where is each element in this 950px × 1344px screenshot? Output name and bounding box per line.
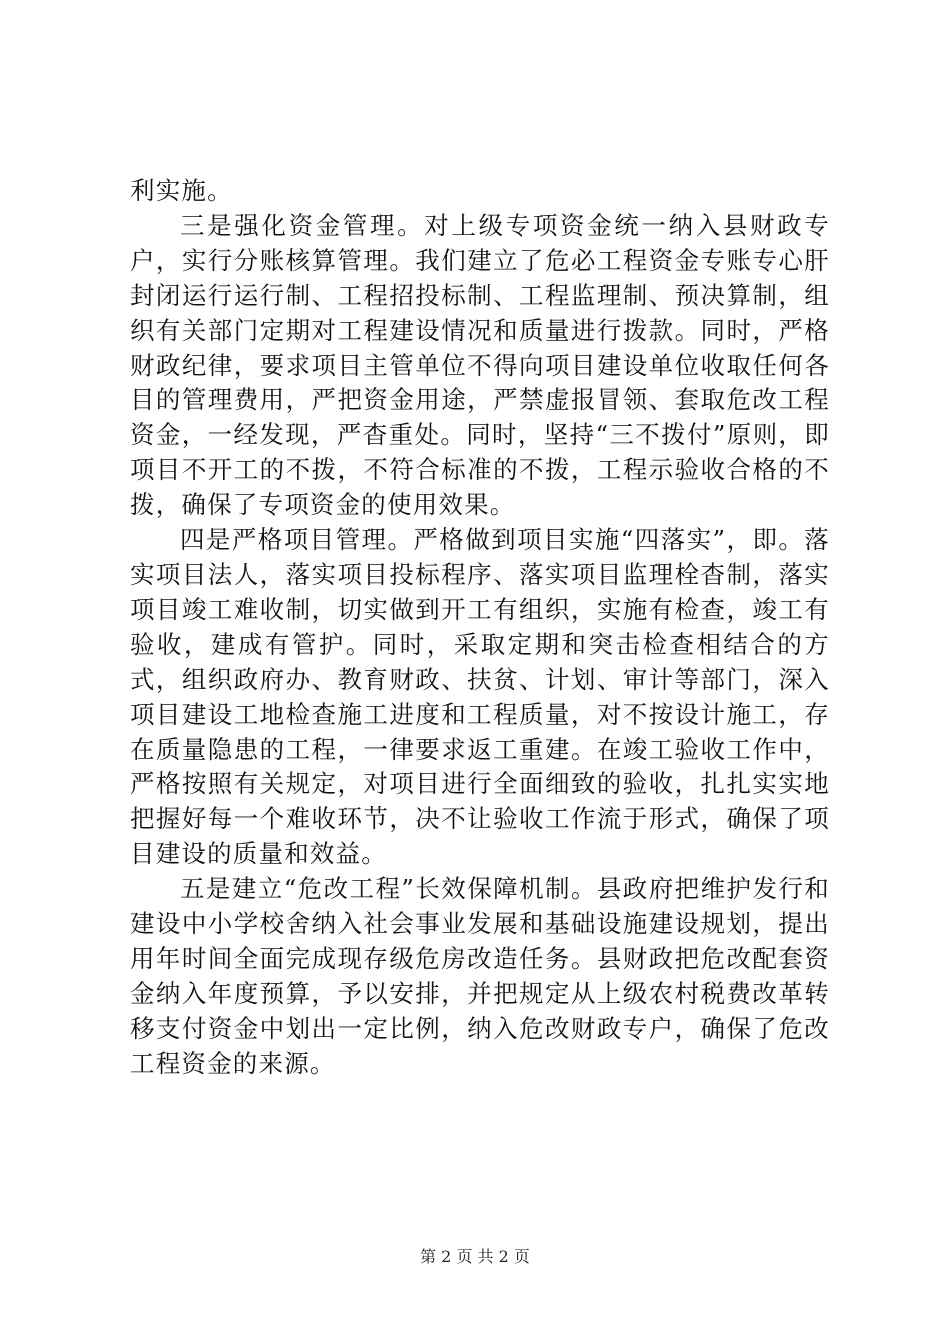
paragraph-continuation: 利实施。: [130, 176, 233, 205]
paragraph-guarantee-mechanism: 五是建立“危改工程”长效保障机制。县政府把维护发行和建设中小学校舍纳入社会事业发展和基础设施建设规划，提出用年时间全面完成现存级危房改造任务。县财政把危改配套资金纳入年度预算，予以安排，并把规定从上级农村税费改革转移支付资金中划出一定比例，纳入危改财政专户，确保了危改工程资金的来源。: [130, 874, 830, 1078]
paragraph-project-management: 四是严格项目管理。严格做到项目实施“四落实”，即。落实项目法人，落实项目投标程序、落实项目监理栓杳制，落实项目竣工难收制，切实做到开工有组织，实施有检查，竣工有验收，建成有管护。同时，采取定期和突击检查相结合的方式，组织政府办、教育财政、扶贫、计划、审计等部门，深入项目建设工地检查施工进度和工程质量，对不按设计施工，存在质量隐患的工程，一律要求返工重建。在竣工验收工作中，严格按照有关规定，对项目进行全面细致的验收，扎扎实实地把握好每一个难收环节，决不让验收工作流于形式，确保了项目建设的质量和效益。: [130, 525, 830, 869]
paragraph-fund-management: 三是强化资金管理。对上级专项资金统一纳入县财政专户，实行分账核算管理。我们建立了危必工程资金专账专心肝封闭运行运行制、工程招投标制、工程监理制、预决算制，组织有关部门定期对工程建设情况和质量进行拨款。同时，严格财政纪律，要求项目主管单位不得向项目建设单位收取任何各目的管理费用，严把资金用途，严禁虚报冒领、套取危改工程资金，一经发现，严杳重处。同时，坚持“三不拨付”原则，即项目不开工的不拨，不符合标准的不拨，工程示验收合格的不拨，确保了专项资金的使用效果。: [130, 210, 830, 520]
document-body: [130, 174, 830, 1082]
page-footer: 第 2 页 共 2 页: [420, 1247, 530, 1266]
